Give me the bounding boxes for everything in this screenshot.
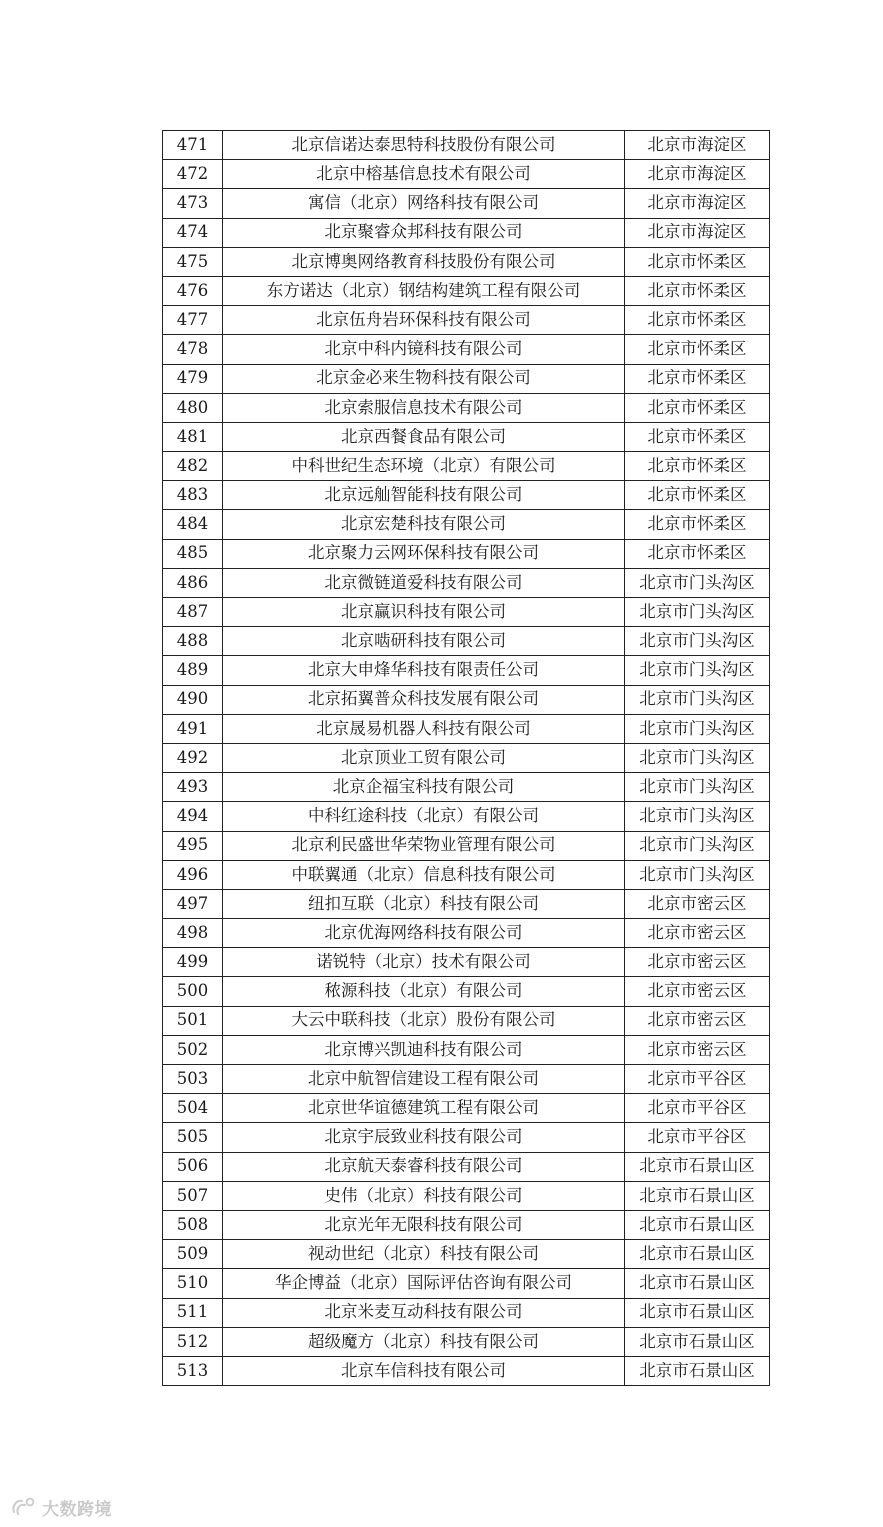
district-cell: 北京市门头沟区 [625,714,770,743]
company-name-cell: 北京微链道爱科技有限公司 [223,568,625,597]
company-list-table [162,130,770,1386]
row-number-cell: 484 [163,510,223,539]
company-name-cell: 北京聚睿众邦科技有限公司 [223,218,625,247]
district-cell: 北京市门头沟区 [625,860,770,889]
company-name-cell: 北京拓翼普众科技发展有限公司 [223,685,625,714]
company-name-cell: 北京光年无限科技有限公司 [223,1210,625,1239]
table-row [163,889,770,918]
district-cell: 北京市怀柔区 [625,364,770,393]
company-name-cell: 北京聚力云网环保科技有限公司 [223,539,625,568]
company-name-cell: 北京博兴凯迪科技有限公司 [223,1035,625,1064]
table-row [163,1094,770,1123]
district-cell: 北京市密云区 [625,889,770,918]
company-name-cell: 北京伍舟岩环保科技有限公司 [223,306,625,335]
table-body [163,131,770,1386]
row-number-cell: 513 [163,1356,223,1385]
company-name-cell: 寓信（北京）网络科技有限公司 [223,189,625,218]
table-row [163,510,770,539]
table-row [163,773,770,802]
table-row [163,1240,770,1269]
row-number-cell: 489 [163,656,223,685]
table-row [163,247,770,276]
row-number-cell: 481 [163,422,223,451]
company-name-cell: 北京赢识科技有限公司 [223,598,625,627]
row-number-cell: 478 [163,335,223,364]
table-row [163,1210,770,1239]
company-name-cell: 纽扣互联（北京）科技有限公司 [223,889,625,918]
district-cell: 北京市怀柔区 [625,335,770,364]
company-name-cell: 北京企福宝科技有限公司 [223,773,625,802]
district-cell: 北京市密云区 [625,1035,770,1064]
table-row [163,919,770,948]
row-number-cell: 473 [163,189,223,218]
row-number-cell: 511 [163,1298,223,1327]
row-number-cell: 487 [163,598,223,627]
district-cell: 北京市怀柔区 [625,452,770,481]
table-row [163,656,770,685]
row-number-cell: 475 [163,247,223,276]
company-name-cell: 北京啮研科技有限公司 [223,627,625,656]
row-number-cell: 472 [163,160,223,189]
table-row [163,1123,770,1152]
row-number-cell: 508 [163,1210,223,1239]
row-number-cell: 504 [163,1094,223,1123]
district-cell: 北京市怀柔区 [625,393,770,422]
company-name-cell: 诺锐特（北京）技术有限公司 [223,948,625,977]
company-name-cell: 北京晟易机器人科技有限公司 [223,714,625,743]
district-cell: 北京市怀柔区 [625,539,770,568]
district-cell: 北京市怀柔区 [625,422,770,451]
row-number-cell: 499 [163,948,223,977]
district-cell: 北京市海淀区 [625,131,770,160]
company-name-cell: 北京车信科技有限公司 [223,1356,625,1385]
company-name-cell: 北京米麦互动科技有限公司 [223,1298,625,1327]
district-cell: 北京市门头沟区 [625,743,770,772]
district-cell: 北京市怀柔区 [625,306,770,335]
district-cell: 北京市密云区 [625,977,770,1006]
row-number-cell: 510 [163,1269,223,1298]
table-row [163,422,770,451]
table-row [163,568,770,597]
company-name-cell: 大云中联科技（北京）股份有限公司 [223,1006,625,1035]
row-number-cell: 485 [163,539,223,568]
table-row [163,1356,770,1385]
district-cell: 北京市密云区 [625,1006,770,1035]
table-row [163,481,770,510]
row-number-cell: 502 [163,1035,223,1064]
company-name-cell: 北京博奥网络教育科技股份有限公司 [223,247,625,276]
company-name-cell: 北京中科内镜科技有限公司 [223,335,625,364]
row-number-cell: 479 [163,364,223,393]
district-cell: 北京市门头沟区 [625,802,770,831]
company-name-cell: 北京宇辰致业科技有限公司 [223,1123,625,1152]
table-row [163,948,770,977]
district-cell: 北京市石景山区 [625,1210,770,1239]
row-number-cell: 482 [163,452,223,481]
company-name-cell: 视动世纪（北京）科技有限公司 [223,1240,625,1269]
row-number-cell: 501 [163,1006,223,1035]
district-cell: 北京市门头沟区 [625,598,770,627]
row-number-cell: 491 [163,714,223,743]
company-name-cell: 北京中航智信建设工程有限公司 [223,1065,625,1094]
table-row [163,189,770,218]
table-row [163,452,770,481]
row-number-cell: 509 [163,1240,223,1269]
row-number-cell: 505 [163,1123,223,1152]
table-row [163,1327,770,1356]
district-cell: 北京市门头沟区 [625,773,770,802]
company-name-cell: 秾源科技（北京）有限公司 [223,977,625,1006]
company-name-cell: 史伟（北京）科技有限公司 [223,1181,625,1210]
company-name-cell: 北京世华谊德建筑工程有限公司 [223,1094,625,1123]
district-cell: 北京市门头沟区 [625,831,770,860]
district-cell: 北京市密云区 [625,948,770,977]
table-row [163,364,770,393]
district-cell: 北京市密云区 [625,919,770,948]
company-name-cell: 华企博益（北京）国际评估咨询有限公司 [223,1269,625,1298]
table-row [163,627,770,656]
row-number-cell: 507 [163,1181,223,1210]
row-number-cell: 486 [163,568,223,597]
company-name-cell: 北京优海网络科技有限公司 [223,919,625,948]
brand-logo-icon [10,1496,36,1518]
table-row [163,306,770,335]
row-number-cell: 497 [163,889,223,918]
row-number-cell: 496 [163,860,223,889]
row-number-cell: 500 [163,977,223,1006]
company-name-cell: 北京西餐食品有限公司 [223,422,625,451]
row-number-cell: 492 [163,743,223,772]
row-number-cell: 474 [163,218,223,247]
watermark [10,1493,112,1521]
table-row [163,831,770,860]
district-cell: 北京市石景山区 [625,1269,770,1298]
district-cell: 北京市门头沟区 [625,627,770,656]
district-cell: 北京市怀柔区 [625,276,770,305]
table-row [163,1152,770,1181]
row-number-cell: 480 [163,393,223,422]
table-row [163,276,770,305]
district-cell: 北京市石景山区 [625,1152,770,1181]
district-cell: 北京市海淀区 [625,160,770,189]
row-number-cell: 483 [163,481,223,510]
table-row [163,335,770,364]
company-name-cell: 北京大申烽华科技有限责任公司 [223,656,625,685]
district-cell: 北京市石景山区 [625,1181,770,1210]
row-number-cell: 506 [163,1152,223,1181]
company-name-cell: 东方诺达（北京）钢结构建筑工程有限公司 [223,276,625,305]
table-row [163,598,770,627]
table-row [163,1181,770,1210]
table-row [163,1298,770,1327]
district-cell: 北京市平谷区 [625,1123,770,1152]
district-cell: 北京市门头沟区 [625,656,770,685]
district-cell: 北京市门头沟区 [625,568,770,597]
table-row [163,1065,770,1094]
district-cell: 北京市门头沟区 [625,685,770,714]
company-name-cell: 北京索服信息技术有限公司 [223,393,625,422]
table-row [163,539,770,568]
company-name-cell: 北京中榕基信息技术有限公司 [223,160,625,189]
company-name-cell: 北京远舢智能科技有限公司 [223,481,625,510]
district-cell: 北京市怀柔区 [625,247,770,276]
district-cell: 北京市石景山区 [625,1240,770,1269]
table-row [163,714,770,743]
district-cell: 北京市海淀区 [625,218,770,247]
company-name-cell: 北京航天泰睿科技有限公司 [223,1152,625,1181]
company-name-cell: 中联翼通（北京）信息科技有限公司 [223,860,625,889]
table-row [163,160,770,189]
table-row [163,393,770,422]
watermark-text: 大数跨境 [42,1499,112,1520]
row-number-cell: 493 [163,773,223,802]
company-name-cell: 中科红途科技（北京）有限公司 [223,802,625,831]
table-row [163,131,770,160]
row-number-cell: 512 [163,1327,223,1356]
table-row [163,743,770,772]
district-cell: 北京市平谷区 [625,1094,770,1123]
table-row [163,1006,770,1035]
table-row [163,802,770,831]
district-cell: 北京市怀柔区 [625,510,770,539]
district-cell: 北京市平谷区 [625,1065,770,1094]
company-name-cell: 北京宏楚科技有限公司 [223,510,625,539]
table-row [163,1269,770,1298]
row-number-cell: 476 [163,276,223,305]
company-name-cell: 中科世纪生态环境（北京）有限公司 [223,452,625,481]
company-name-cell: 北京金必来生物科技有限公司 [223,364,625,393]
district-cell: 北京市怀柔区 [625,481,770,510]
table-row [163,977,770,1006]
district-cell: 北京市石景山区 [625,1327,770,1356]
table-row [163,685,770,714]
row-number-cell: 498 [163,919,223,948]
row-number-cell: 503 [163,1065,223,1094]
row-number-cell: 494 [163,802,223,831]
company-name-cell: 北京信诺达泰思特科技股份有限公司 [223,131,625,160]
company-name-cell: 北京顶业工贸有限公司 [223,743,625,772]
row-number-cell: 495 [163,831,223,860]
district-cell: 北京市石景山区 [625,1356,770,1385]
table-row [163,218,770,247]
company-name-cell: 北京利民盛世华荣物业管理有限公司 [223,831,625,860]
row-number-cell: 490 [163,685,223,714]
row-number-cell: 488 [163,627,223,656]
district-cell: 北京市海淀区 [625,189,770,218]
district-cell: 北京市石景山区 [625,1298,770,1327]
row-number-cell: 471 [163,131,223,160]
table-row [163,1035,770,1064]
table-row [163,860,770,889]
company-name-cell: 超级魔方（北京）科技有限公司 [223,1327,625,1356]
row-number-cell: 477 [163,306,223,335]
